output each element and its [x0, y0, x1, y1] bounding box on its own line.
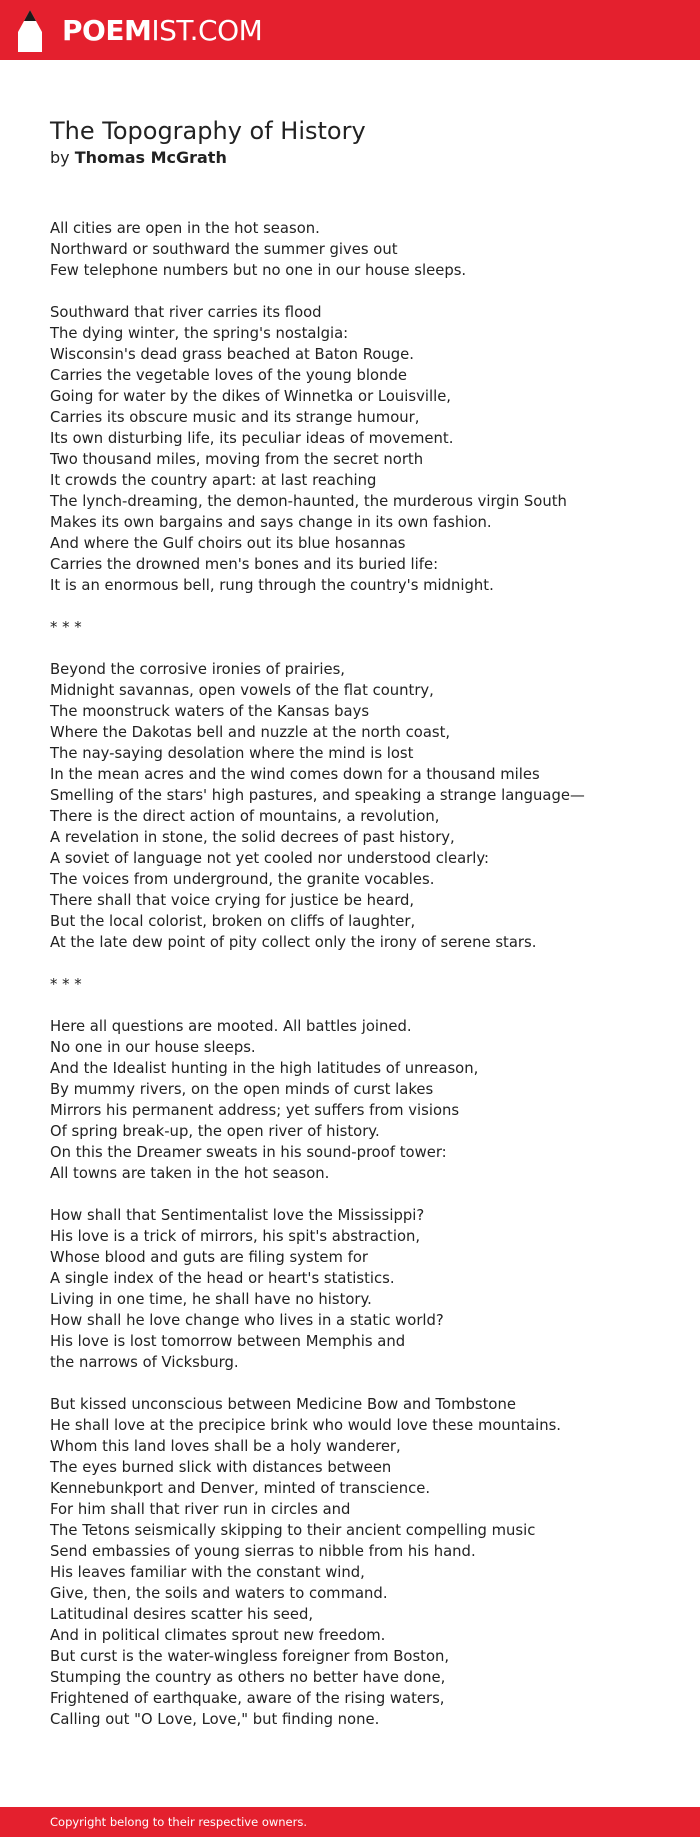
poem-line: Carries the vegetable loves of the young blonde [50, 367, 407, 384]
poem-line: The moonstruck waters of the Kansas bays [50, 703, 370, 720]
poem-line: Send embassies of young sierras to nibble from his hand. [50, 1543, 476, 1560]
poem-line: A revelation in stone, the solid decrees of past history, [50, 829, 455, 846]
poem-title: The Topography of History [50, 117, 366, 145]
poem-line: It is an enormous bell, rung through the country's midnight. [50, 577, 494, 594]
poem-line: By mummy rivers, on the open minds of curst lakes [50, 1081, 434, 1098]
poem-line: Its own disturbing life, its peculiar ideas of movement. [50, 430, 454, 447]
poem-line: But the local colorist, broken on cliffs of laughter, [50, 913, 416, 930]
copyright-notice: Copyright belong to their respective owners. [50, 1815, 308, 1829]
poem-line: Whose blood and guts are filing system for [50, 1249, 369, 1266]
poem-line: Midnight savannas, open vowels of the flat country, [50, 682, 434, 699]
poem-line: Mirrors his permanent address; yet suffers from visions [50, 1102, 460, 1119]
poem-line: All cities are open in the hot season. [50, 220, 320, 237]
site-logo[interactable] [18, 10, 262, 52]
poem-line: All towns are taken in the hot season. [50, 1165, 330, 1182]
poem-line: Frightened of earthquake, aware of the rising waters, [50, 1690, 445, 1707]
poem-line: the narrows of Vicksburg. [50, 1354, 239, 1371]
poem-line: At the late dew point of pity collect only the irony of serene stars. [50, 934, 537, 951]
poem-author: Thomas McGrath [74, 148, 227, 167]
poem-line: Carries its obscure music and its strange humour, [50, 409, 420, 426]
poem-line: There is the direct action of mountains, a revolution, [50, 808, 440, 825]
poem-stanza [50, 1394, 660, 1730]
poem-stanza [50, 659, 660, 953]
poem-line: Calling out "O Love, Love," but finding none. [50, 1711, 380, 1728]
poem-line: A soviet of language not yet cooled nor understood clearly: [50, 850, 490, 867]
poem-body [50, 218, 660, 1751]
poem-line: His leaves familiar with the constant wind, [50, 1564, 365, 1581]
poem-line: Wisconsin's dead grass beached at Baton Rouge. [50, 346, 414, 363]
poem-line: The lynch-dreaming, the demon-haunted, the murderous virgin South [50, 493, 567, 510]
poem-line: For him shall that river run in circles and [50, 1501, 351, 1518]
poem-line: Northward or southward the summer gives out [50, 241, 398, 258]
poem-line: Give, then, the soils and waters to command. [50, 1585, 388, 1602]
poem-line: * * * [50, 619, 82, 636]
poem-line: How shall that Sentimentalist love the Mississippi? [50, 1207, 425, 1224]
poem-heading [50, 112, 660, 170]
poem-line: On this the Dreamer sweats in his sound-proof tower: [50, 1144, 447, 1161]
poem-line: How shall he love change who lives in a static world? [50, 1312, 444, 1329]
poem-stanza [50, 302, 660, 596]
poem-line: Latitudinal desires scatter his seed, [50, 1606, 314, 1623]
poem-line: No one in our house sleeps. [50, 1039, 256, 1056]
poem-stanza [50, 617, 660, 638]
poem-line: * * * [50, 976, 82, 993]
poem-line: Smelling of the stars' high pastures, and speaking a strange language— [50, 787, 585, 804]
poem-stanza [50, 974, 660, 995]
poem-line: In the mean acres and the wind comes down for a thousand miles [50, 766, 540, 783]
poem-line: And the Idealist hunting in the high latitudes of unreason, [50, 1060, 479, 1077]
poem-stanza [50, 1205, 660, 1373]
poem-line: Beyond the corrosive ironies of prairies, [50, 661, 345, 678]
poem-line: But curst is the water-wingless foreigner from Boston, [50, 1648, 450, 1665]
logo-text-light: IST.COM [151, 14, 263, 47]
poem-line: Here all questions are mooted. All battles joined. [50, 1018, 412, 1035]
poem-line: Southward that river carries its flood [50, 304, 322, 321]
site-header [0, 0, 700, 60]
poem-line: The eyes burned slick with distances between [50, 1459, 392, 1476]
poem-line: Going for water by the dikes of Winnetka or Louisville, [50, 388, 452, 405]
poem-line: Stumping the country as others no better have done, [50, 1669, 446, 1686]
poem-line: Whom this land loves shall be a holy wanderer, [50, 1438, 401, 1455]
poem-line: Few telephone numbers but no one in our house sleeps. [50, 262, 467, 279]
poem-line: There shall that voice crying for justice be heard, [50, 892, 415, 909]
logo-text [62, 10, 262, 52]
poem-line: He shall love at the precipice brink who would love these mountains. [50, 1417, 561, 1434]
poem-stanza [50, 218, 660, 281]
poem-line: Kennebunkport and Denver, minted of transcience. [50, 1480, 431, 1497]
site-footer [0, 1807, 700, 1837]
poem-line: The nay-saying desolation where the mind is lost [50, 745, 414, 762]
poem-line: The dying winter, the spring's nostalgia: [50, 325, 349, 342]
poem-line: Of spring break-up, the open river of history. [50, 1123, 380, 1140]
poem-line: His love is a trick of mirrors, his spit's abstraction, [50, 1228, 421, 1245]
poem-stanza [50, 1016, 660, 1184]
poem-line: The voices from underground, the granite vocables. [50, 871, 435, 888]
poem-line: His love is lost tomorrow between Memphis and [50, 1333, 406, 1350]
poem-line: Where the Dakotas bell and nuzzle at the north coast, [50, 724, 451, 741]
poem-line: But kissed unconscious between Medicine Bow and Tombstone [50, 1396, 516, 1413]
poem-line: Makes its own bargains and says change in its own fashion. [50, 514, 492, 531]
poem-line: And in political climates sprout new freedom. [50, 1627, 386, 1644]
pen-nib-icon [18, 10, 42, 52]
poem-line: Carries the drowned men's bones and its buried life: [50, 556, 439, 573]
logo-text-bold: POEM [62, 14, 152, 47]
poem-line: The Tetons seismically skipping to their ancient compelling music [50, 1522, 536, 1539]
by-label: by [50, 148, 70, 167]
poem-line: It crowds the country apart: at last reaching [50, 472, 377, 489]
poem-line: Two thousand miles, moving from the secret north [50, 451, 424, 468]
poem-line: Living in one time, he shall have no history. [50, 1291, 372, 1308]
poem-line: A single index of the head or heart's statistics. [50, 1270, 395, 1287]
poem-line: And where the Gulf choirs out its blue hosannas [50, 535, 406, 552]
